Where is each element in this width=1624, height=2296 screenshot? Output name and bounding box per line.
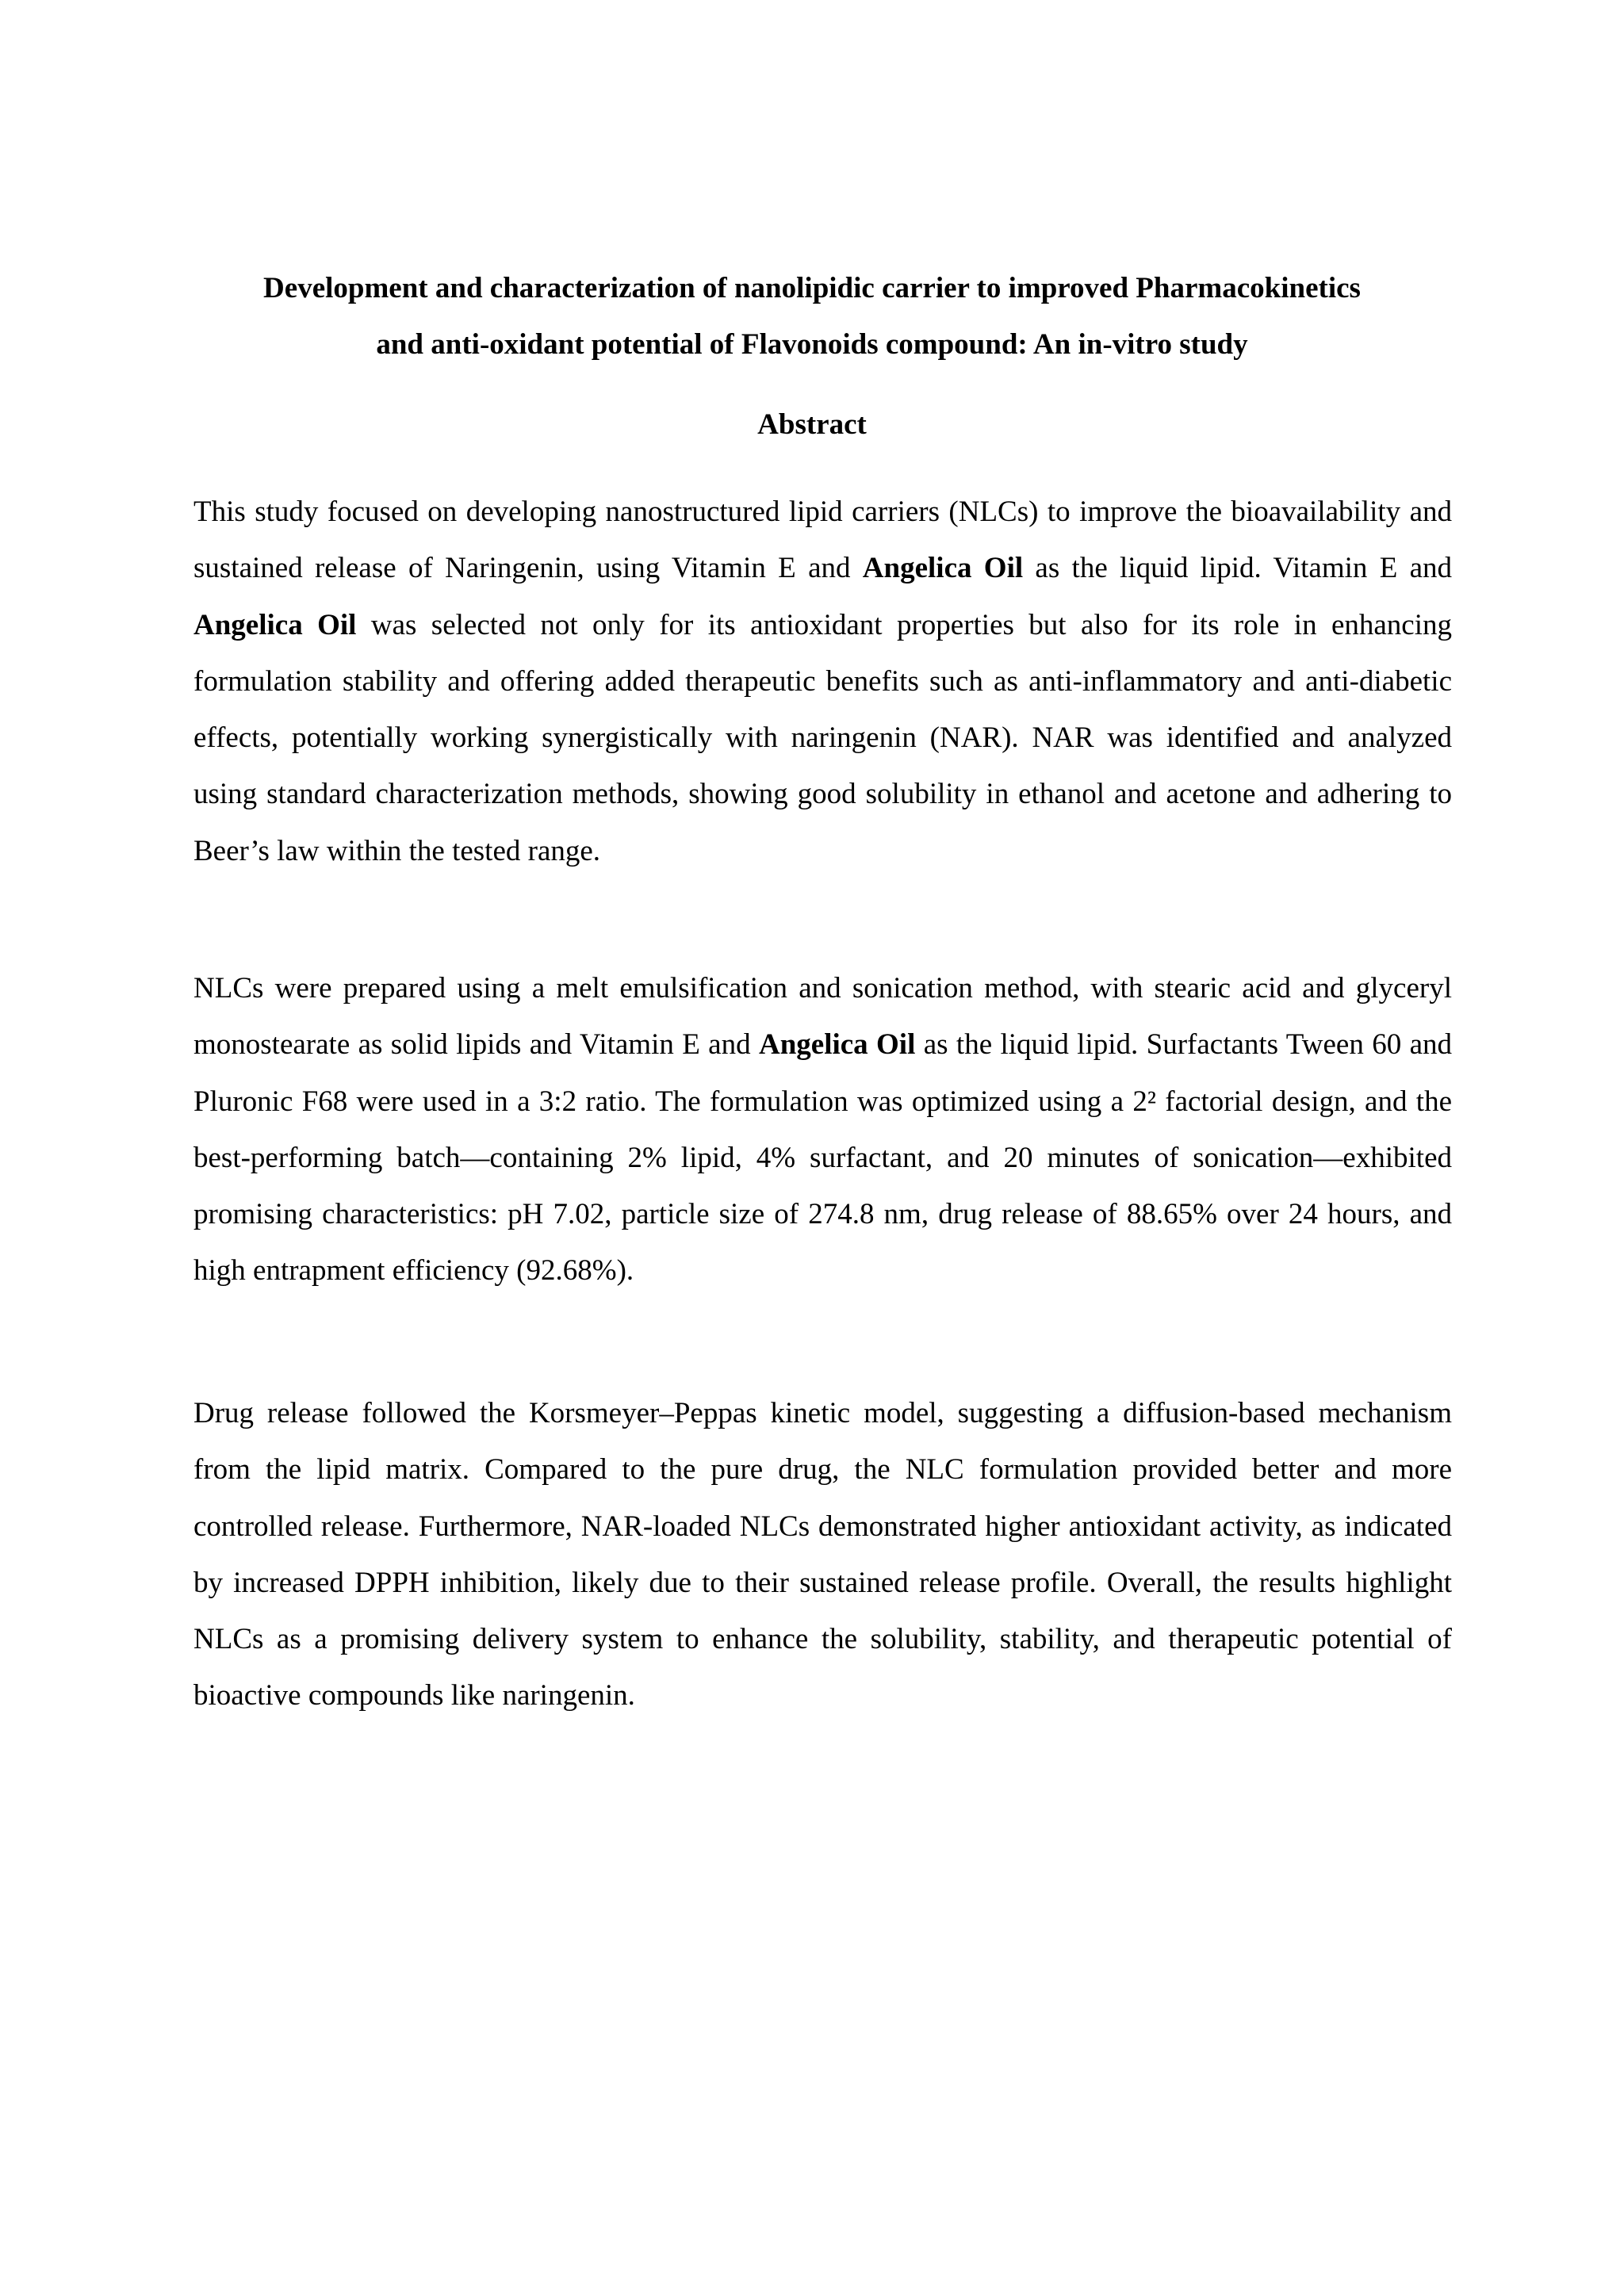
paragraph-1-bold-term-a: Angelica Oil xyxy=(862,552,1024,585)
paragraph-1-text-c: was selected not only for its antioxidant properties but also for its role in enhancing formulation stability and offering added therapeutic benefits such as anti-inflammatory and anti-diabetic effects, potentially working synergistically with naringenin (NAR). NAR was identified and analyzed using standard characterization methods, showing good solubility in ethanol and acetone and adhering to Beer’s law within the tested range. xyxy=(193,608,1453,867)
abstract-paragraph-1 xyxy=(193,484,1452,879)
paper-title xyxy=(174,260,1450,373)
paragraph-1-text-a: This study focused on developing nanostructured lipid carriers (NLCs) to improve the bioavailability and sustained release of Naringenin, using Vitamin E and xyxy=(193,496,1452,585)
paragraph-2-text-b: as the liquid lipid. Surfactants Tween 60 and Pluronic F68 were used in a 3:2 ratio. The formulation was optimized using a 2² factorial design, and the best-performing batch—containing 2% lipid, 4% surfactant, and 20 minutes of sonication—exhibited promising characteristics: pH 7.02, particle size of 274.8 nm, drug release of 88.65% over 24 hours, and high entrapment efficiency (92.68%). xyxy=(193,1028,1452,1288)
paragraph-2-bold-term: Angelica Oil xyxy=(758,1028,916,1062)
paragraph-1-text-b: as the liquid lipid. Vitamin E and xyxy=(1023,552,1453,585)
abstract-paragraph-3: Drug release followed the Korsmeyer–Peppas kinetic model, suggesting a diffusion-based mechanism from the lipid matrix. Compared to the pure drug, the NLC formulation provided better and more controlled release. Furthermore, NAR-loaded NLCs demonstrated higher antioxidant activity, as indicated by increased DPPH inhibition, likely due to their sustained release profile. Overall, the results highlight NLCs as a promising delivery system to enhance the solubility, stability, and therapeutic potential of bioactive compounds like naringenin. xyxy=(193,1397,1452,1712)
paper-title-line-1: Development and characterization of nanolipidic carrier to improved Pharmacokinetics xyxy=(263,272,1361,304)
abstract-heading: Abstract xyxy=(757,408,867,441)
abstract-paragraph-2 xyxy=(193,960,1452,1299)
paragraph-2-text-a: NLCs were prepared using a melt emulsification and sonication method, with stearic acid and glyceryl monostearate as solid lipids and Vitamin E and xyxy=(193,972,1452,1062)
paragraph-1-bold-term-b: Angelica Oil xyxy=(193,608,357,641)
paper-title-line-2: and anti-oxidant potential of Flavonoids compound: An in-vitro study xyxy=(376,328,1248,361)
